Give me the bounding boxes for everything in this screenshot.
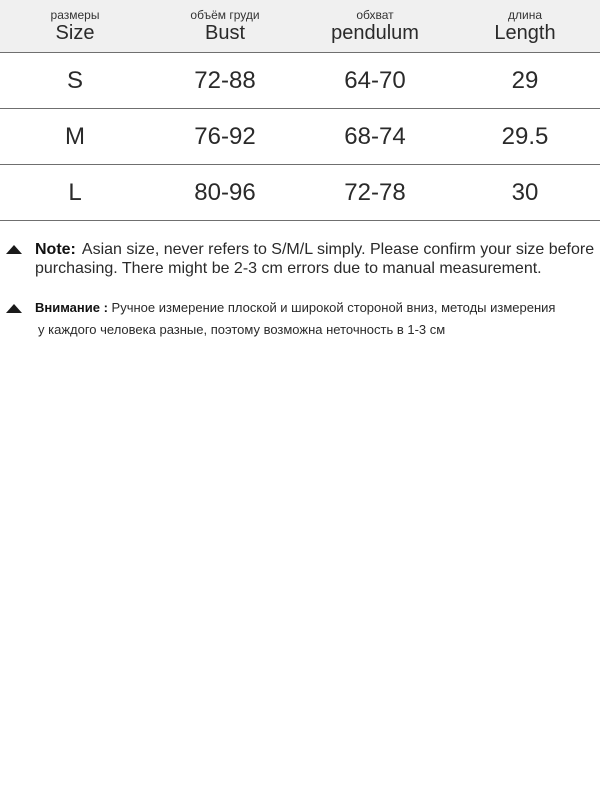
- header-pendulum: [300, 0, 450, 52]
- header-length-ru: длина: [507, 8, 542, 22]
- header-length: [450, 0, 600, 52]
- header-size: [0, 0, 150, 52]
- table-row: [0, 109, 600, 165]
- cell-size: M: [65, 122, 85, 150]
- header-size-ru: размеры: [50, 8, 100, 22]
- header-pendulum-ru: обхват: [356, 8, 394, 22]
- cell-pendulum: 72-78: [344, 178, 406, 206]
- cell-length: 30: [511, 178, 539, 206]
- table-header-row: [0, 0, 600, 53]
- header-bust-ru: объём груди: [190, 8, 260, 22]
- cell-pendulum: 64-70: [344, 66, 406, 94]
- triangle-warning-icon: [6, 245, 22, 254]
- header-bust: [150, 0, 300, 52]
- note-english: [0, 240, 600, 282]
- note-russian-text2: у каждого человека разные, поэтому возможна неточность в 1-3 см: [38, 322, 446, 337]
- note-english-label: Note:: [35, 241, 76, 258]
- table-row: [0, 53, 600, 109]
- note-russian-line1: [35, 299, 555, 317]
- cell-bust: 76-92: [194, 122, 256, 150]
- header-bust-en: Bust: [204, 22, 246, 44]
- cell-length: 29.5: [501, 122, 549, 150]
- header-pendulum-en: pendulum: [331, 22, 419, 44]
- cell-length: 29: [511, 66, 539, 94]
- header-size-en: Size: [55, 22, 95, 44]
- table-row: [0, 165, 600, 221]
- triangle-warning-icon: [6, 304, 22, 313]
- note-english-text2: purchasing. There might be 2-3 cm errors due to manual measurement.: [35, 260, 542, 277]
- note-russian-label: Внимание :: [35, 300, 108, 315]
- note-english-text1: Asian size, never refers to S/M/L simply. Please confirm your size before: [81, 241, 595, 258]
- cell-size: L: [68, 178, 82, 206]
- cell-pendulum: 68-74: [344, 122, 406, 150]
- size-chart-table: [0, 0, 600, 221]
- header-length-en: Length: [494, 22, 556, 44]
- note-russian-text1: Ручное измерение плоской и широкой стороной вниз, методы измерения: [111, 300, 556, 315]
- cell-bust: 80-96: [194, 178, 256, 206]
- cell-size: S: [66, 66, 83, 94]
- note-english-line1: [35, 240, 594, 260]
- note-russian: [0, 299, 600, 341]
- cell-bust: 72-88: [194, 66, 256, 94]
